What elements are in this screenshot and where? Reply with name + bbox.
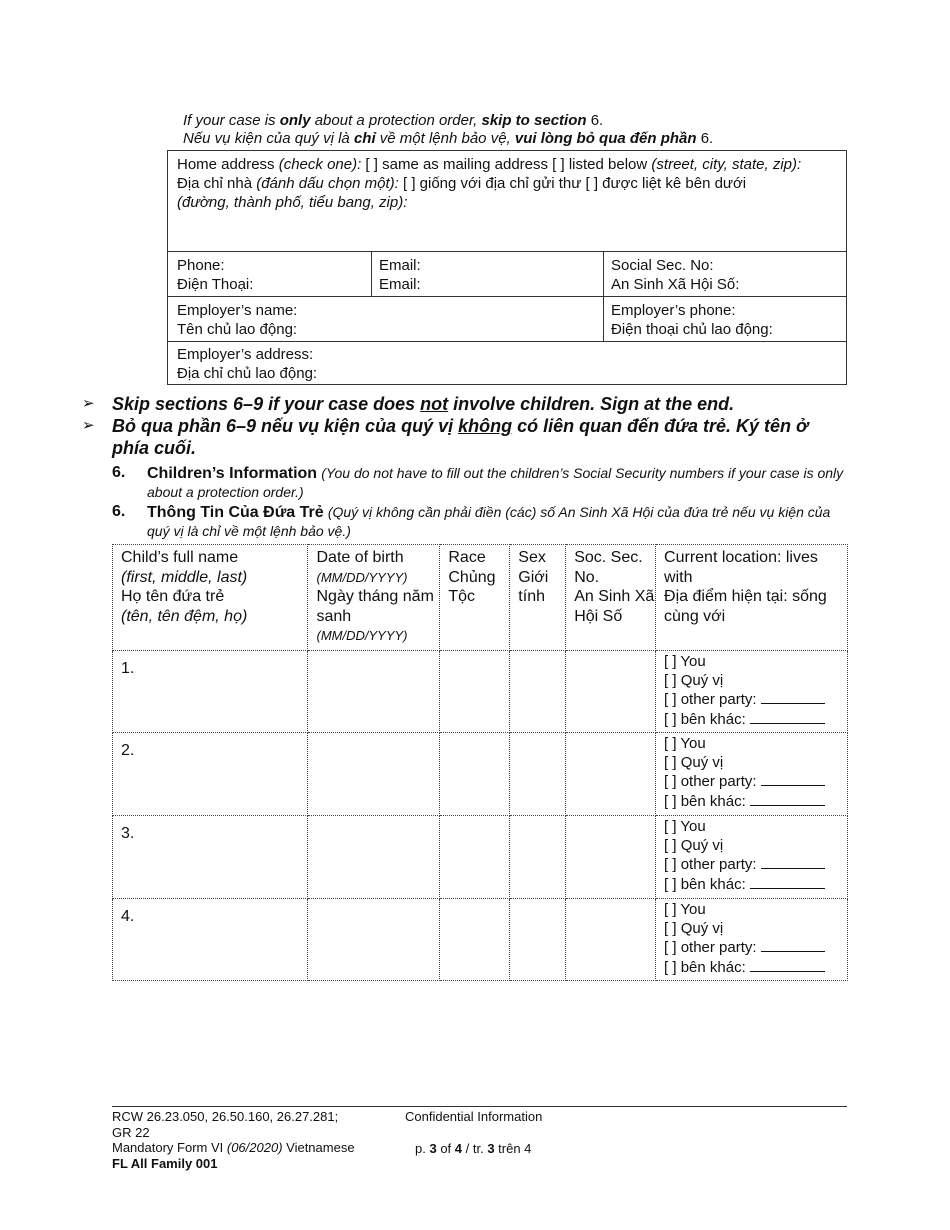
- skip-note: [183, 112, 713, 148]
- blank-line[interactable]: [750, 792, 825, 806]
- address-box: [167, 150, 847, 385]
- skip-note-en: If your case is only about a protection order, skip to section 6.: [183, 112, 604, 129]
- employer-phone-field[interactable]: Employer’s phone: Điện thoại chủ lao động:: [611, 302, 773, 338]
- option-other-vi[interactable]: [ ] bên khác:: [664, 875, 847, 895]
- sex-cell[interactable]: [510, 651, 566, 733]
- section-6-heading-vi: 6. Thông Tin Của Đứa Trẻ (Quý vị không cần phải điền (các) số An Sinh Xã Hội của đứa trẻ nếu vụ kiện của quý vị là chỉ về một lệnh bảo vệ.): [112, 503, 831, 539]
- option-other[interactable]: [ ] other party:: [664, 938, 847, 958]
- footer-left: RCW 26.23.050, 26.50.160, 26.27.281; GR 22 Mandatory Form VI (06/2020) Vietnamese FL All Family 001: [112, 1109, 355, 1171]
- blank-line[interactable]: [761, 772, 825, 786]
- option-other[interactable]: [ ] other party:: [664, 855, 847, 875]
- sex-cell[interactable]: [510, 899, 566, 981]
- ssn-cell[interactable]: [566, 899, 656, 981]
- ssn-cell[interactable]: [566, 733, 656, 816]
- blank-line[interactable]: [750, 710, 825, 724]
- option-you[interactable]: [ ] You: [664, 653, 706, 670]
- dob-cell[interactable]: [308, 733, 440, 816]
- bullet-en: ➢ Skip sections 6–9 if your case does not involve children. Sign at the end.: [82, 394, 735, 414]
- header-location: Current location: lives with Địa điểm hiện tại: sống cùng với: [656, 545, 848, 651]
- divider: [168, 296, 846, 297]
- dob-cell[interactable]: [308, 816, 440, 899]
- header-dob: Date of birth (MM/DD/YYYY) Ngày tháng năm sanh (MM/DD/YYYY): [308, 545, 440, 651]
- child-name-cell[interactable]: 4.: [113, 899, 308, 981]
- table-row: [113, 899, 848, 981]
- option-other-vi[interactable]: [ ] bên khác:: [664, 710, 847, 730]
- table-header-row: [113, 545, 848, 651]
- location-cell: [656, 816, 848, 899]
- children-table: [112, 544, 848, 981]
- race-cell[interactable]: [440, 816, 510, 899]
- blank-line[interactable]: [750, 875, 825, 889]
- blank-line[interactable]: [750, 958, 825, 972]
- location-cell: [656, 733, 848, 816]
- header-sex: Sex Giới tính: [510, 545, 566, 651]
- option-you[interactable]: [ ] You: [664, 735, 706, 752]
- race-cell[interactable]: [440, 733, 510, 816]
- table-row: [113, 816, 848, 899]
- skip-note-vi: Nếu vụ kiện của quý vị là chỉ về một lệnh bảo vệ, vui lòng bỏ qua đến phần 6.: [183, 130, 714, 147]
- option-you-vi[interactable]: [ ] Quý vị: [664, 671, 724, 689]
- section-6-heading: 6. Children’s Information (You do not have to fill out the children’s Social Security numbers if your case is only about a protection order.): [112, 464, 844, 500]
- bullet-vi: ➢ Bỏ qua phần 6–9 nếu vụ kiện của quý vị không có liên quan đến đứa trẻ. Ký tên ở phía cuối.: [82, 416, 809, 458]
- child-name-cell[interactable]: 2.: [113, 733, 308, 816]
- divider: [168, 341, 846, 342]
- table-row: [113, 651, 848, 733]
- option-other[interactable]: [ ] other party:: [664, 690, 847, 710]
- option-you-vi[interactable]: [ ] Quý vị: [664, 753, 724, 771]
- race-cell[interactable]: [440, 899, 510, 981]
- ssn-cell[interactable]: [566, 651, 656, 733]
- option-other-vi[interactable]: [ ] bên khác:: [664, 792, 847, 812]
- option-you[interactable]: [ ] You: [664, 901, 706, 918]
- sex-cell[interactable]: [510, 816, 566, 899]
- child-name-cell[interactable]: 3.: [113, 816, 308, 899]
- arrow-bullet-icon: ➢: [82, 417, 95, 434]
- divider: [371, 251, 372, 296]
- employer-name-field[interactable]: Employer’s name: Tên chủ lao động:: [177, 302, 298, 338]
- dob-cell[interactable]: [308, 899, 440, 981]
- arrow-bullet-icon: ➢: [82, 395, 95, 412]
- location-cell: [656, 899, 848, 981]
- phone-field[interactable]: Phone: Điện Thoại:: [177, 257, 254, 293]
- option-you[interactable]: [ ] You: [664, 818, 706, 835]
- section-title-vi: Thông Tin Của Đứa Trẻ: [147, 504, 324, 521]
- sex-cell[interactable]: [510, 733, 566, 816]
- skip-bullets: [82, 393, 842, 459]
- blank-line[interactable]: [761, 690, 825, 704]
- option-other-vi[interactable]: [ ] bên khác:: [664, 958, 847, 978]
- employer-address-field[interactable]: Employer’s address: Địa chỉ chủ lao động:: [177, 346, 318, 382]
- section-title: Children’s Information: [147, 465, 318, 482]
- dob-cell[interactable]: [308, 651, 440, 733]
- option-other[interactable]: [ ] other party:: [664, 772, 847, 792]
- child-name-cell[interactable]: 1.: [113, 651, 308, 733]
- ssn-cell[interactable]: [566, 816, 656, 899]
- ssn-field[interactable]: Social Sec. No: An Sinh Xã Hội Số:: [611, 257, 740, 293]
- race-cell[interactable]: [440, 651, 510, 733]
- header-child-name: Child’s full name (first, middle, last) Họ tên đứa trẻ (tên, tên đệm, họ): [113, 545, 308, 651]
- page-number: p. 3 of 4 / tr. 3 trên 4: [415, 1141, 532, 1156]
- home-address-field[interactable]: Home address (check one): [ ] same as mailing address [ ] listed below (street, city, state, zip): Địa chỉ nhà (đánh dấu chọn một): [ ] giống với địa chỉ gửi thư [ ] được liệt kê bên dưới (đường, thành phố, tiểu bang, zip):: [177, 156, 802, 211]
- location-cell: [656, 651, 848, 733]
- footer-confidential: Confidential Information: [405, 1109, 543, 1124]
- blank-line[interactable]: [761, 938, 825, 952]
- header-ssn: Soc. Sec. No. An Sinh Xã Hội Số: [566, 545, 656, 651]
- table-row: [113, 733, 848, 816]
- blank-line[interactable]: [761, 855, 825, 869]
- option-you-vi[interactable]: [ ] Quý vị: [664, 836, 724, 854]
- option-you-vi[interactable]: [ ] Quý vị: [664, 919, 724, 937]
- email-field[interactable]: Email: Email:: [379, 257, 421, 293]
- footer-divider: [112, 1106, 847, 1107]
- divider: [168, 251, 846, 252]
- header-race: Race Chủng Tộc: [440, 545, 510, 651]
